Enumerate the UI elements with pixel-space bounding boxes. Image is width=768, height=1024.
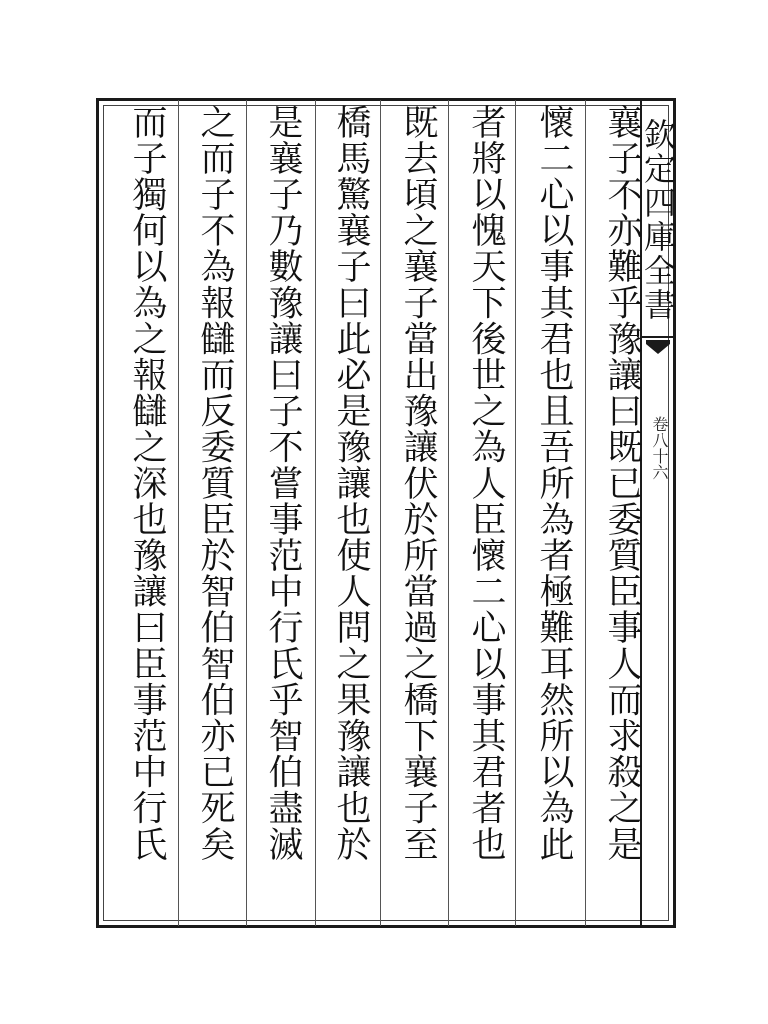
fish-tail-mark [646,340,670,354]
page-frame [96,98,676,928]
text-column-5: 橋馬驚襄子曰此必是豫讓也使人問之果豫讓也於 [331,104,371,863]
column-rule [315,100,316,926]
text-column-1: 襄子不亦難乎豫讓曰既已委質臣事人而求殺之是 [602,104,642,863]
text-column-2: 懷二心以事其君也且吾所為者極難耳然所以為此 [534,104,574,863]
column-rule [448,100,449,926]
column-rule [178,100,179,926]
text-column-7: 之而子不為報讎而反委質臣於智伯智伯亦已死矣 [195,104,235,863]
volume-label: 卷八十六 [650,416,669,480]
column-rule [380,100,381,926]
text-column-3: 者將以愧天下後世之為人臣懷二心以事其君者也 [466,104,506,863]
column-rule [515,100,516,926]
text-column-6: 是襄子乃數豫讓曰子不嘗事范中行氏乎智伯盡滅 [263,104,303,863]
text-column-4: 既去頃之襄子當出豫讓伏於所當過之橋下襄子至 [398,104,438,863]
column-rule [585,100,586,926]
column-rule [246,100,247,926]
book-title: 欽定四庫全書 [639,118,677,322]
text-column-8: 而子獨何以為之報讎之深也豫讓曰臣事范中行氏 [127,104,167,863]
